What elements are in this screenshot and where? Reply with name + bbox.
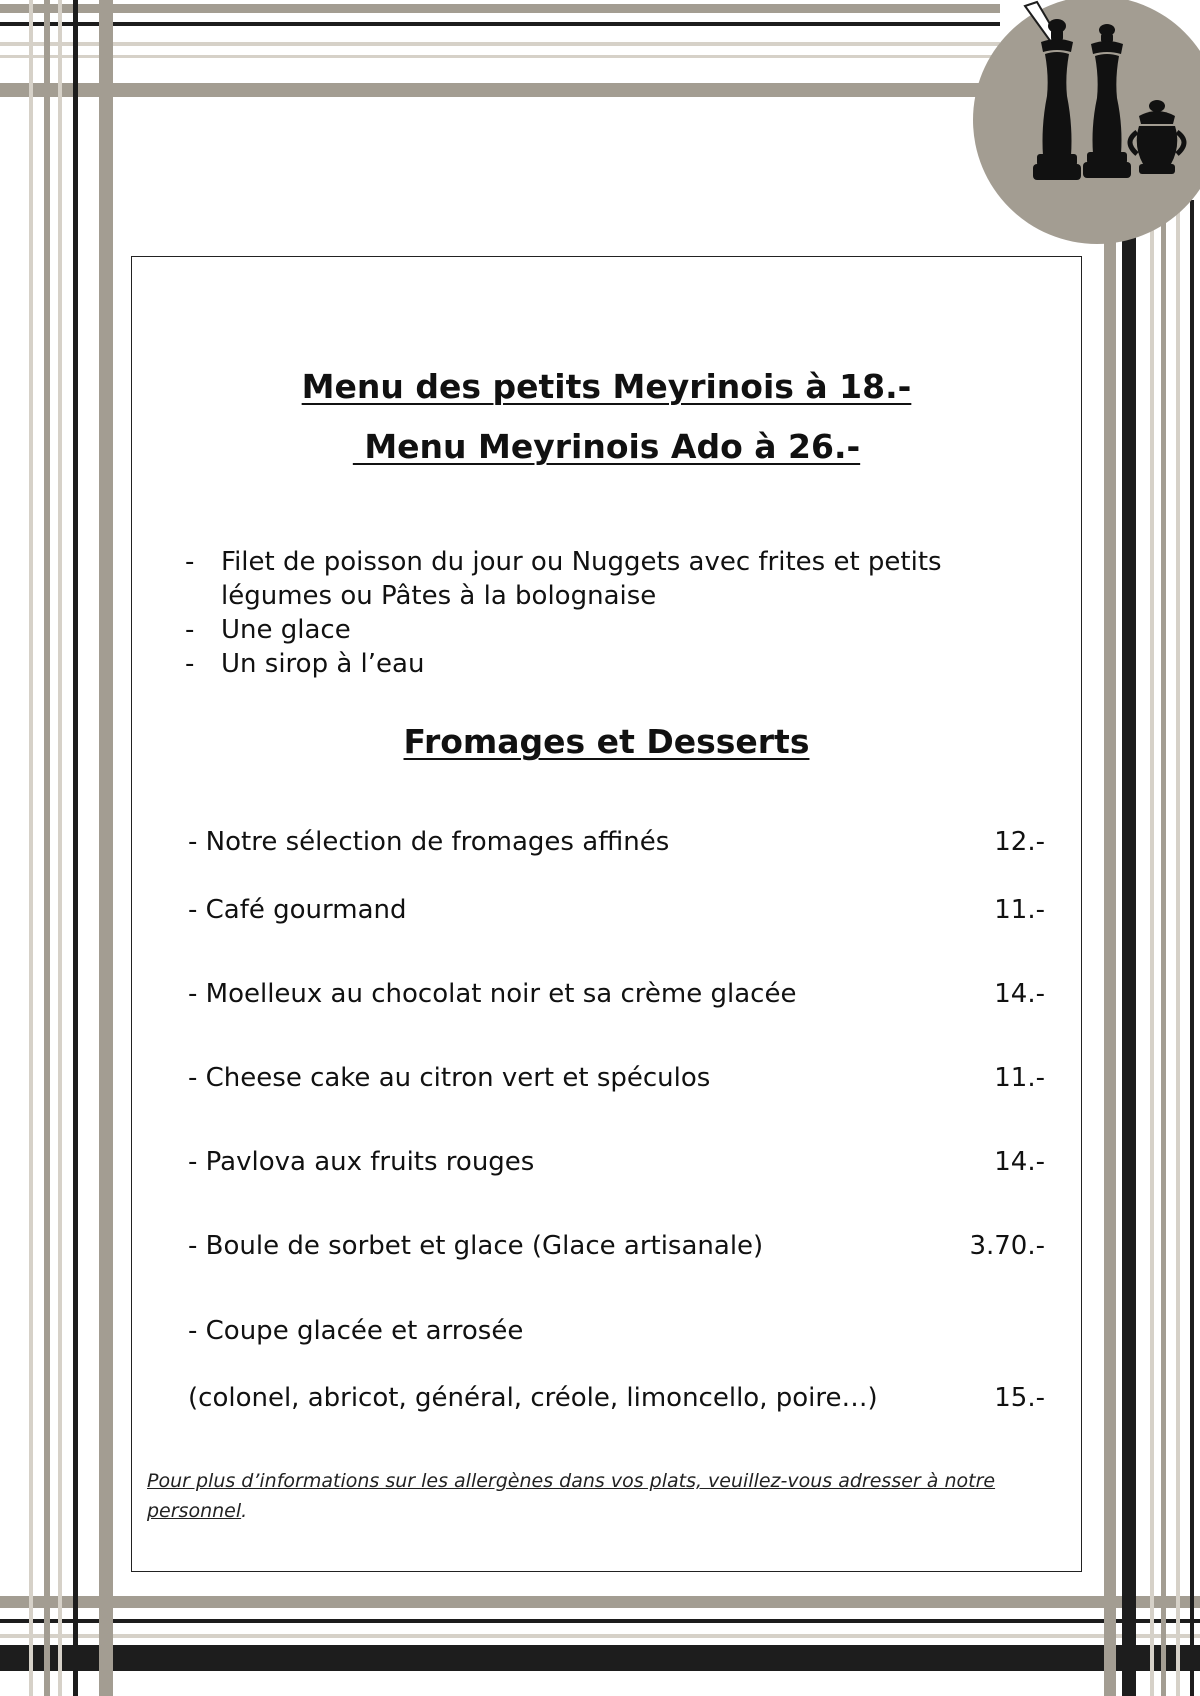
list-item — [185, 545, 1045, 613]
kids-menu-list — [185, 545, 1045, 681]
dish-price: 15.- — [994, 1383, 1045, 1413]
list-item-text: Une glace — [221, 615, 351, 645]
dish-price: 3.70.- — [969, 1231, 1045, 1261]
stripe-top-light-2 — [0, 55, 1000, 58]
bullet-dash: - — [185, 547, 195, 577]
dish-name: - Pavlova aux fruits rouges — [188, 1147, 535, 1177]
menu-card — [131, 256, 1082, 1572]
stripe-right-dark — [1122, 200, 1136, 1696]
stripe-top-light-1 — [0, 42, 1000, 46]
menu-row — [188, 895, 1045, 925]
stripe-left-dark — [73, 0, 78, 1696]
stripe-top-beige-2 — [0, 83, 1000, 97]
teen-menu-title: Menu Meyrinois Ado à 26.- — [352, 427, 861, 466]
dish-name: - Boule de sorbet et glace (Glace artisanale) — [188, 1231, 764, 1261]
dish-price: 11.- — [994, 1063, 1045, 1093]
stripe-right-beige-2 — [1161, 200, 1166, 1696]
menu-row — [188, 827, 1045, 857]
stripe-top-beige-1 — [0, 4, 1000, 13]
stripe-right-beige-1 — [1104, 200, 1116, 1696]
menu-row — [188, 1063, 1045, 1093]
dish-name: - Coupe glacée et arrosée — [188, 1316, 524, 1346]
menu-row — [188, 1147, 1045, 1177]
list-item-text: Un sirop à l’eau — [221, 649, 425, 679]
bullet-dash: - — [185, 615, 195, 645]
list-item — [185, 613, 1045, 647]
stripe-right-light-2 — [1176, 200, 1180, 1696]
dish-price: 12.- — [994, 827, 1045, 857]
stripe-bottom-dark-thin — [0, 1619, 1200, 1623]
stripe-bottom-light — [0, 1634, 1200, 1638]
dish-price: 14.- — [994, 979, 1045, 1009]
stripe-bottom-beige — [0, 1596, 1200, 1608]
corner-badge — [973, 0, 1200, 244]
stripe-left-beige-1 — [44, 0, 50, 1696]
dish-name: - Café gourmand — [188, 895, 407, 925]
section-title: Fromages et Desserts — [403, 722, 810, 761]
stripe-right-light-1 — [1150, 200, 1154, 1696]
list-item-text: Filet de poisson du jour ou Nuggets avec frites et petits légumes ou Pâtes à la bolognaise — [221, 547, 942, 611]
allergen-note-period: . — [241, 1500, 248, 1522]
stripe-top-dark — [0, 22, 1000, 26]
dish-price: 11.- — [994, 895, 1045, 925]
dish-name: - Notre sélection de fromages affinés — [188, 827, 670, 857]
list-item — [185, 647, 1045, 681]
bullet-dash: - — [185, 649, 195, 679]
salt-pepper-grinders-icon — [973, 0, 1200, 244]
dish-name: (colonel, abricot, général, créole, limoncello, poire…) — [188, 1383, 878, 1413]
allergen-note — [147, 1466, 1047, 1526]
stripe-right-dark-thin — [1190, 200, 1194, 1696]
stripe-bottom-dark-thick — [0, 1645, 1200, 1671]
dish-name: - Cheese cake au citron vert et spéculos — [188, 1063, 711, 1093]
menu-row — [188, 979, 1045, 1009]
dish-name: - Moelleux au chocolat noir et sa crème glacée — [188, 979, 797, 1009]
stripe-left-light-1 — [29, 0, 33, 1696]
dish-price: 14.- — [994, 1147, 1045, 1177]
stripe-left-light-2 — [58, 0, 62, 1696]
stripe-left-beige-2 — [99, 0, 113, 1696]
menu-row — [188, 1316, 1045, 1346]
allergen-note-text: Pour plus d’informations sur les allergènes dans vos plats, veuillez-vous adresser à notre personnel — [147, 1470, 996, 1522]
menu-row — [188, 1383, 1045, 1413]
kids-menu-title: Menu des petits Meyrinois à 18.- — [301, 367, 912, 406]
menu-row — [188, 1231, 1045, 1261]
